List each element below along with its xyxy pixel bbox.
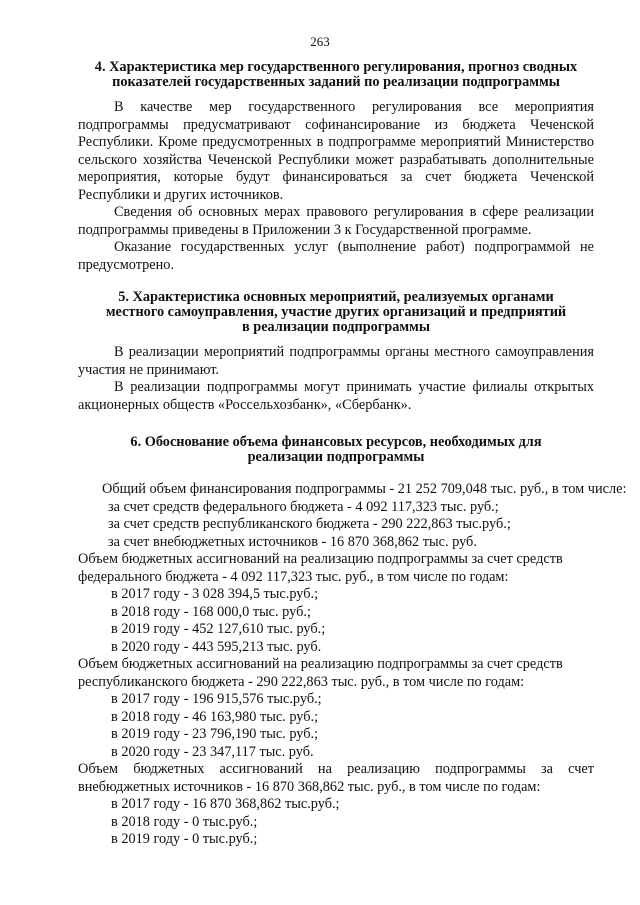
section-5-paragraph: В реализации мероприятий подпрограммы органы местного самоуправления участия не принимают. xyxy=(78,344,594,378)
extrabudget-year-item: в 2018 году - 0 тыс.руб.; xyxy=(111,813,258,830)
heading-line: местного самоуправления, участие других организаций и предприятий xyxy=(105,304,567,320)
republic-intro-line: Объем бюджетных ассигнований на реализацию подпрограммы за счет средств xyxy=(78,656,563,672)
republic-year-item: в 2017 году - 196 915,576 тыс.руб.; xyxy=(111,691,322,707)
financing-source: за счет средств республиканского бюджета - 290 222,863 тыс.руб.; xyxy=(108,516,511,532)
extrabudget-year-item: в 2019 году - 0 тыс.руб.; xyxy=(111,831,258,847)
financing-source: за счет средств федерального бюджета - 4 092 117,323 тыс. руб.; xyxy=(108,498,499,515)
extrabudget-intro-line: внебюджетных источников - 16 870 368,862 тыс. руб., в том числе по годам: xyxy=(78,778,541,795)
extrabudget-year-item: в 2017 году - 16 870 368,862 тыс.руб.; xyxy=(111,796,340,812)
republic-year-item: в 2018 году - 46 163,980 тыс. руб.; xyxy=(111,708,319,725)
section-5-paragraph: В реализации подпрограммы могут принимать участие филиалы открытых акционерных обществ «Россельхозбанк», «Сбербанк». xyxy=(78,379,594,413)
section-6-heading xyxy=(78,435,594,465)
republic-intro-line: республиканского бюджета - 290 222,863 тыс. руб., в том числе по годам: xyxy=(78,673,525,690)
federal-year-item: в 2020 году - 443 595,213 тыс. руб. xyxy=(111,638,322,655)
federal-year-item: в 2017 году - 3 028 394,5 тыс.руб.; xyxy=(111,586,319,602)
federal-intro-line: Объем бюджетных ассигнований на реализацию подпрограммы за счет средств xyxy=(78,551,563,567)
document-body xyxy=(78,59,627,849)
federal-year-item: в 2018 году - 168 000,0 тыс. руб.; xyxy=(111,603,311,620)
financing-source: за счет внебюджетных источников - 16 870 368,862 тыс. руб. xyxy=(108,533,477,550)
heading-line: показателей государственных заданий по реализации подпрограммы xyxy=(112,74,560,90)
extrabudget-intro-line: Объем бюджетных ассигнований на реализацию подпрограммы за счет xyxy=(78,761,594,777)
heading-line: реализации подпрограммы xyxy=(247,449,425,465)
federal-year-item: в 2019 году - 452 127,610 тыс. руб.; xyxy=(111,621,326,637)
heading-line: в реализации подпрограммы xyxy=(241,319,431,335)
section-4-paragraph: В качестве мер государственного регулирования все мероприятия подпрограммы предусматривают софинансирование из бюджета Чеченской Республики. Кроме предусмотренных в подпрограмме мероприятий Министерство сельского хозяйства Чеченской Республики может разрабатывать дополнительные мероприятия, которые будут финансироваться за счет бюджета Чеченской Республики и других источников. xyxy=(78,99,594,203)
heading-line: 6. Обоснование объема финансовых ресурсов, необходимых для xyxy=(130,434,542,450)
republic-year-item: в 2020 году - 23 347,117 тыс. руб. xyxy=(111,743,314,760)
heading-line: 5. Характеристика основных мероприятий, реализуемых органами xyxy=(118,289,554,305)
section-5-heading xyxy=(78,290,594,335)
republic-year-item: в 2019 году - 23 796,190 тыс. руб.; xyxy=(111,726,319,742)
section-4-paragraph: Оказание государственных услуг (выполнение работ) подпрограммой не предусмотрено. xyxy=(78,239,594,273)
federal-intro-line: федерального бюджета - 4 092 117,323 тыс. руб., в том числе по годам: xyxy=(78,568,509,585)
page-number: 263 xyxy=(310,34,330,49)
section-4-heading xyxy=(78,60,594,90)
heading-line: 4. Характеристика мер государственного регулирования, прогноз сводных xyxy=(94,59,578,75)
financing-total: Общий объем финансирования подпрограммы - 21 252 709,048 тыс. руб., в том числе: xyxy=(102,481,627,497)
section-4-paragraph: Сведения об основных мерах правового регулирования в сфере реализации подпрограммы приведены в Приложении 3 к Государственной программе. xyxy=(78,204,594,238)
financing-block xyxy=(78,481,627,849)
